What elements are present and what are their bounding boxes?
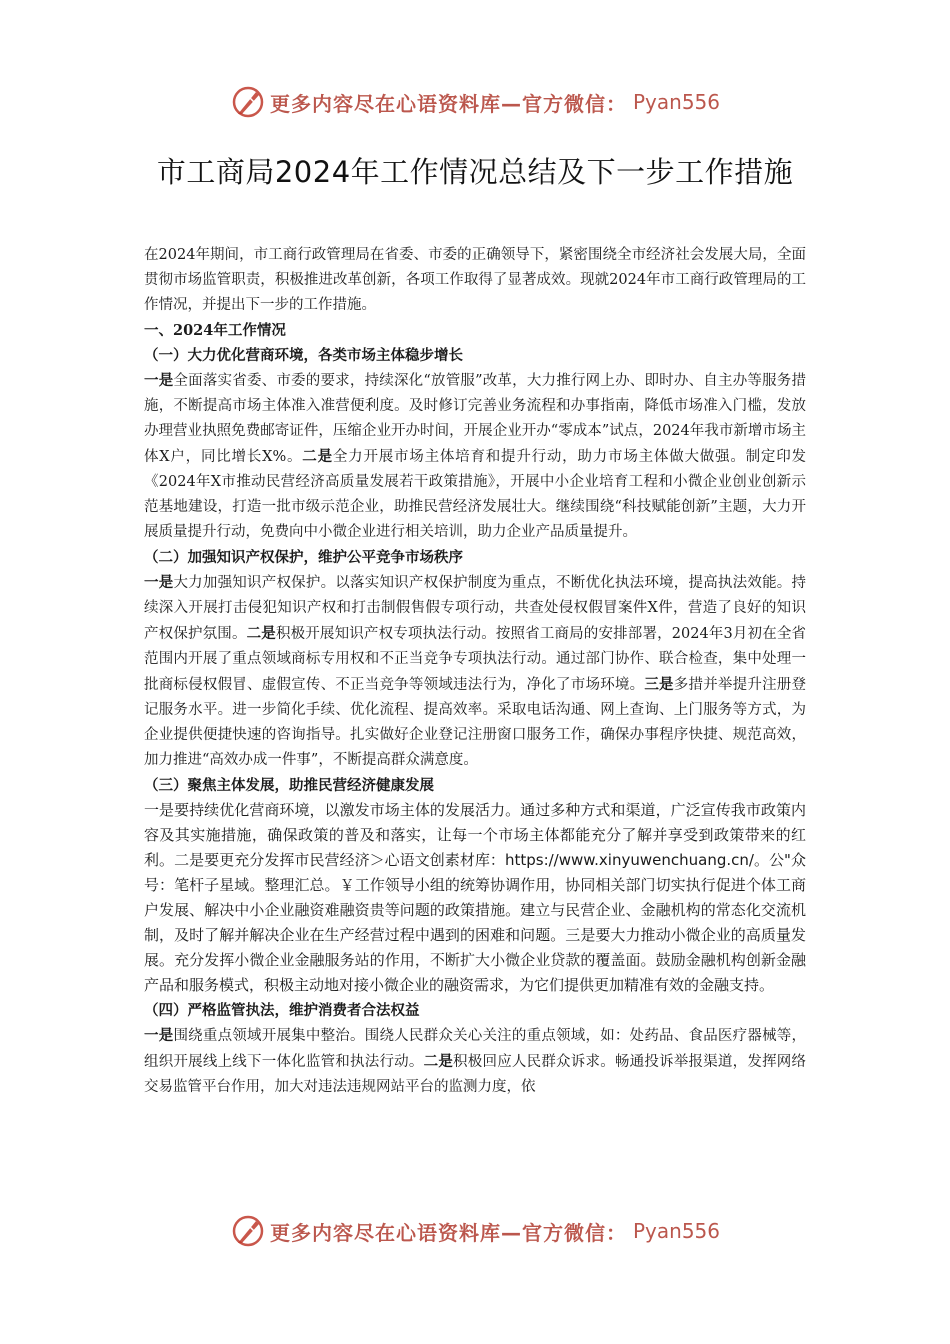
paragraph-text: 围绕重点领域开展集中整治。围绕人民群众关心关注的重点领域，如：处药品、食品医疗器械等，组织开展线上线下一体化监管和执法行动。 <box>144 1028 807 1070</box>
lead-label: 二是 <box>423 1053 454 1070</box>
lead-label: 二是 <box>302 448 333 465</box>
lead-label: 一是 <box>144 574 174 591</box>
subsection-heading-4: （四）严格监管执法，维护消费者合法权益 <box>144 1002 420 1019</box>
paragraph-3: 一是要持续优化营商环境，以激发市场主体的发展活力。通过多种方式和渠道，广泛宣传我市政策内容及其实施措施，确保政策的普及和落实，让每一个市场主体都能充分了解并享受到政策带来的红利。二是要更充分发挥市民营经济＞心语文创素材库：https://www.xinyuwenchuang.cn/。公"众号：笔杆子星域。整理汇总。￥工作领导小组的统筹协调作用，协同相关部门切实执行促进个体工商户发展、解决中小企业融资难融资贵等问题的政策措施。建立与民营企业、金融机构的常态化交流机制，及时了解并解决企业在生产经营过程中遇到的困难和问题。三是要大力推动小微企业的高质量发展。充分发挥小微企业金融服务站的作用，不断扩大小微企业贷款的覆盖面。鼓励金融机构创新金融产品和服务模式，积极主动地对接小微企业的融资需求，为它们提供更加精准有效的金融支持。 <box>144 801 806 994</box>
subsection-heading-3: （三）聚焦主体发展，助推民营经济健康发展 <box>144 777 434 794</box>
lead-label: 一是 <box>144 1027 174 1044</box>
document-body <box>144 243 806 1100</box>
banner-text: 更多内容尽在心语资料库—官方微信： <box>269 1220 627 1245</box>
paragraph-text: 积极回应人民群众诉求。畅通投诉举报渠道，发挥网络交易监管平台作用，加大对违法违规网站平台的监测力度，依 <box>144 1054 807 1095</box>
paragraph-text: 大力加强知识产权保护。以落实知识产权保护制度为重点，不断优化执法环境，提高执法效能。持续深入开展打击侵犯知识产权和打击制假售假专项行动，共查处侵权假冒案件X件，营造了良好的知识产权保护氛围。 <box>144 575 807 642</box>
paragraph-text: 积极开展知识产权专项执法行动。按照省工商局的安排部署，2024年3月初在全省范围内开展了重点领域商标专用权和不正当竞争专项执法行动。通过部门协作、联合检查，集中处理一批商标侵权假冒、虚假宣传、不正当竞争等领域违法行为，净化了市场环境。 <box>144 626 807 693</box>
lead-label: 三是 <box>644 676 674 693</box>
intro-paragraph: 在2024年期间，市工商行政管理局在省委、市委的正确领导下，紧密围绕全市经济社会发展大局，全面贯彻市场监管职责，积极推进改革创新，各项工作取得了显著成效。现就2024年市工商行政管理局的工作情况，并提出下一步的工作措施。 <box>144 247 806 313</box>
footer-banner <box>0 1211 950 1251</box>
paragraph-text: 多措并举提升注册登记服务水平。进一步简化手续、优化流程、提高效率。采取电话沟通、网上查询、上门服务等方式，为企业提供便捷快速的咨询指导。扎实做好企业登记注册窗口服务工作，确保办事程序快捷、规范高效，加力推进“高效办成一件事”，不断提高群众满意度。 <box>144 677 807 768</box>
banner-wechat-id: Pyan556 <box>632 1219 720 1243</box>
paragraph-text: 全力开展市场主体培育和提升行动，助力市场主体做大做强。制定印发《2024年X市推动民营经济高质量发展若干政策措施》，开展中小企业培育工程和小微企业创业创新示范基地建设，打造一批市级示范企业，助推民营经济发展壮大。继续围绕“科技赋能创新”主题，大力开展质量提升行动，免费向中小微企业进行相关培训，助力企业产品质量提升。 <box>144 449 806 540</box>
paragraph-text: 全面落实省委、市委的要求，持续深化“放管服”改革，大力推行网上办、即时办、自主办等服务措施，不断提高市场主体准入准营便利度。及时修订完善业务流程和办事指南，降低市场准入门槛，发放办理营业执照免费邮寄证件，压缩企业开办时间，开展企业开办“零成本”试点，2024年我市新增市场主体X户，同比增长X%。 <box>144 373 807 465</box>
banner-text: 更多内容尽在心语资料库—官方微信： <box>269 91 627 116</box>
lead-label: 二是 <box>246 625 276 642</box>
paragraph-4 <box>144 1023 806 1100</box>
subsection-heading-2: （二）加强知识产权保护，维护公平竞争市场秩序 <box>144 549 463 566</box>
quill-logo-icon <box>230 84 266 120</box>
header-banner <box>0 82 950 122</box>
lead-label: 一是 <box>144 372 174 389</box>
banner-wechat-id: Pyan556 <box>632 90 720 114</box>
paragraph-2 <box>144 570 806 773</box>
subsection-heading-1: （一）大力优化营商环境，各类市场主体稳步增长 <box>144 347 463 364</box>
quill-logo-icon <box>230 1213 266 1249</box>
section-heading: 一、2024年工作情况 <box>144 322 286 339</box>
document-title: 市工商局2024年工作情况总结及下一步工作措施 <box>156 155 794 189</box>
paragraph-1 <box>144 368 806 545</box>
